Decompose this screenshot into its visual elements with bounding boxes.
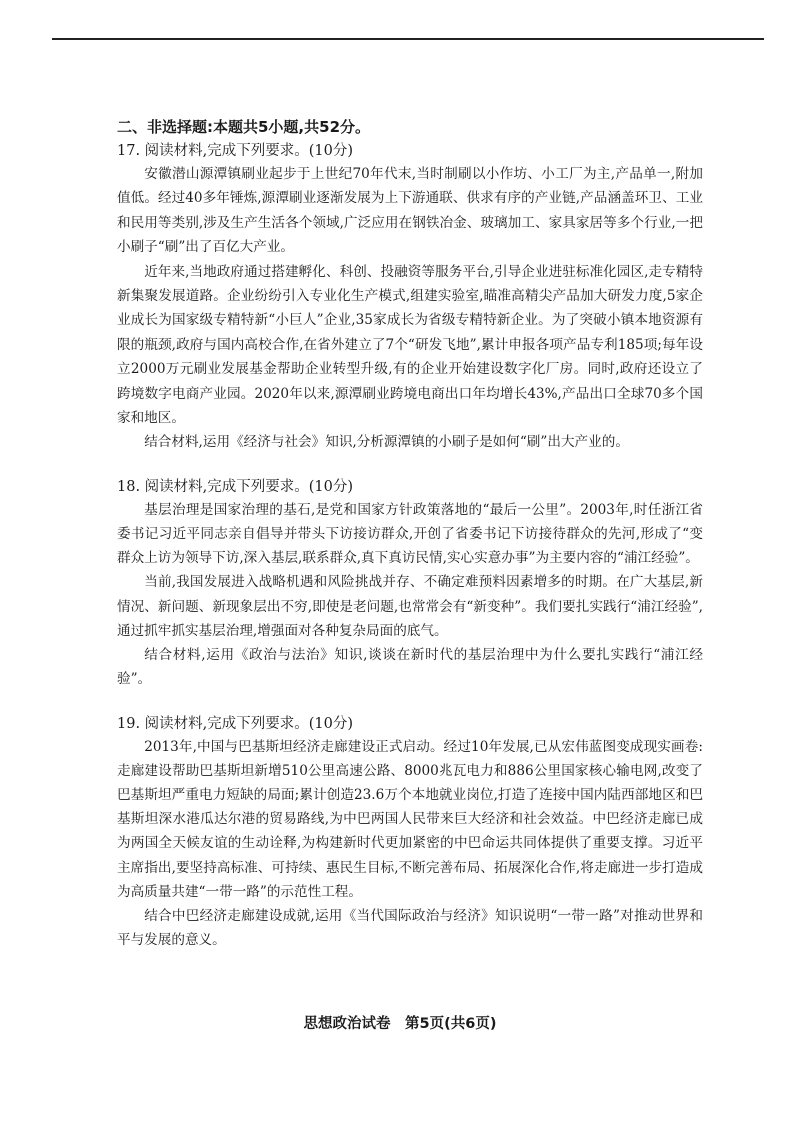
question-19-material-paragraph: 2013年,中国与巴基斯坦经济走廊建设正式启动。经过10年发展,已从宏伟蓝图变成现实画卷:走廊建设帮助巴基斯坦新增510公里高速公路、8000兆瓦电力和886公里国家核心输电网,改变了巴基斯坦严重电力短缺的局面;累计创造23.6万个本地就业岗位,打造了连接中国内陆西部地区和巴基斯坦深水港瓜达尔港的贸易路线,为中巴两国人民带来巨大经济和社会效益。中巴经济走廊已成为两国全天候友谊的生动诠释,为构建新时代更加紧密的中巴命运共同体提供了重要支撑。习近平主席指出,要坚持高标准、可持续、惠民生目标,不断完善布局、拓展深化合作,将走廊进一步打造成为高质量共建“一带一路”的示范性工程。 (117, 738, 703, 900)
question-17-prompt: 结合材料,运用《经济与社会》知识,分析源潭镇的小刷子是如何“刷”出大产业的。 (144, 434, 629, 451)
page-content (117, 116, 703, 973)
section-heading: 二、非选择题:本题共5小题,共52分。 (117, 118, 371, 136)
question-18-material-paragraph: 基层治理是国家治理的基石,是党和国家方针政策落地的“最后一公里”。2003年,时任浙江省委书记习近平同志亲自倡导并带头下访接访群众,开创了省委书记下访接待群众的先河,形成了“变群众上访为领导下访,深入基层,联系群众,真下真访民情,实心实意办事”为主要内容的“浦江经验”。 (117, 501, 703, 567)
question-17-title: 17. 阅读材料,完成下列要求。(10分) (117, 143, 354, 159)
question-19 (117, 713, 703, 953)
question-19-prompt: 结合中巴经济走廊建设成就,运用《当代国际政治与经济》知识说明“一带一路”对推动世界和平与发展的意义。 (117, 907, 703, 949)
question-17-material-paragraph: 近年来,当地政府通过搭建孵化、科创、投融资等服务平台,引导企业进驻标准化园区,走专精特新集聚发展道路。企业纷纷引入专业化生产模式,组建实验室,瞄准高精尖产品加大研发力度,5家企业成长为国家级专精特新“小巨人”企业,35家成长为省级专精特新企业。为了突破小镇本地资源有限的瓶颈,政府与国内高校合作,在省外建立了7个“研发飞地”,累计申报各项产品专利185项;每年设立2000万元刷业发展基金帮助企业转型升级,有的企业开始建设数字化厂房。同时,政府还设立了跨境数字电商产业园。2020年以来,源潭刷业跨境电商出口年均增长43%,产品出口全球70多个国家和地区。 (117, 263, 703, 427)
top-rule (52, 38, 764, 40)
question-18-title: 18. 阅读材料,完成下列要求。(10分) (117, 478, 354, 495)
question-18-material-paragraph: 当前,我国发展进入战略机遇和风险挑战并存、不确定难预料因素增多的时期。在广大基层,新情况、新问题、新现象层出不穷,即使是老问题,也常常会有“新变种”。我们要扎实践行“浦江经验”,通过抓牢抓实基层治理,增强面对各种复杂局面的底气。 (117, 574, 703, 639)
question-17 (117, 140, 703, 455)
page-footer: 思想政治试卷 第5页(共6页) (303, 1016, 497, 1032)
question-19-title: 19. 阅读材料,完成下列要求。(10分) (117, 715, 354, 732)
question-18 (117, 476, 703, 692)
question-18-prompt: 结合材料,运用《政治与法治》知识,谈谈在新时代的基层治理中为什么要扎实践行“浦江经验”。 (117, 647, 703, 688)
question-17-material-paragraph: 安徽潜山源潭镇刷业起步于上世纪70年代末,当时制刷以小作坊、小工厂为主,产品单一,附加值低。经过40多年锤炼,源潭刷业逐渐发展为上下游通联、供求有序的产业链,产品涵盖环卫、工业和民用等类别,涉及生产生活各个领域,广泛应用在钢铁冶金、玻璃加工、家具家居等多个行业,一把小刷子“刷”出了百亿大产业。 (117, 166, 703, 256)
